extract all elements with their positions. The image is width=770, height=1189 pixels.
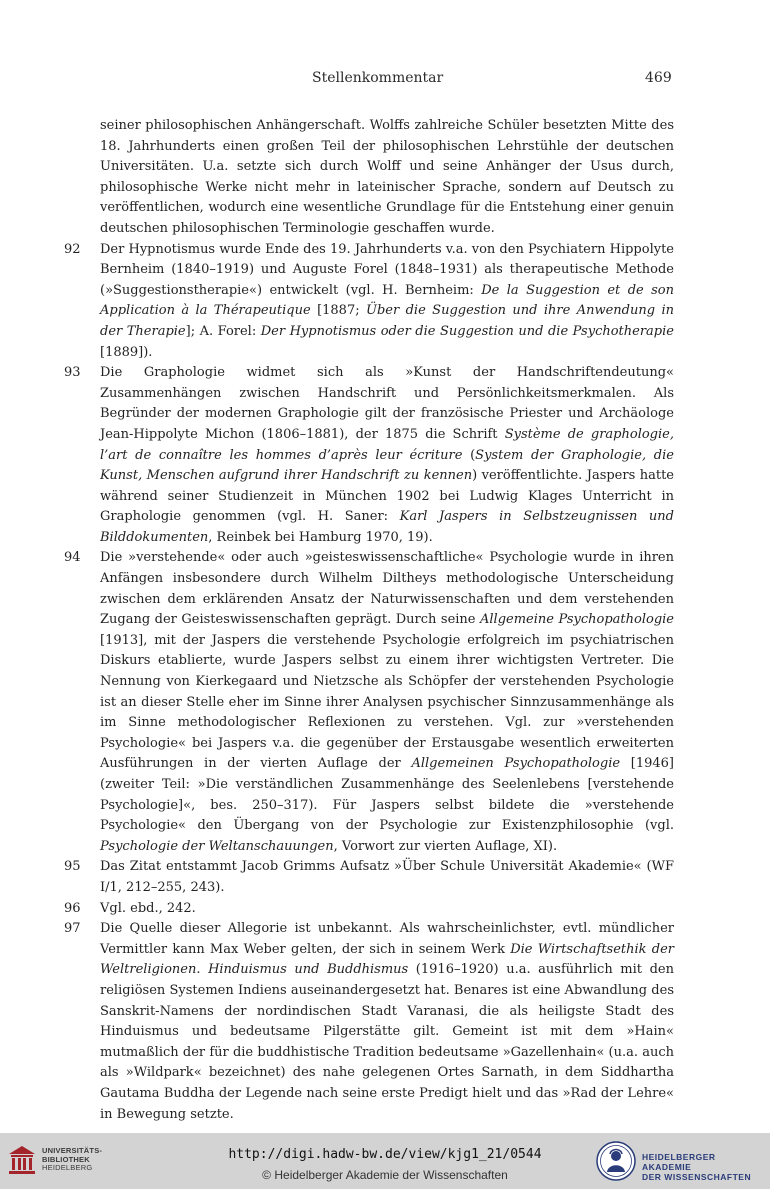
note-text	[100, 363, 674, 548]
note-text-run: [1887;	[310, 303, 367, 319]
note-number: 92	[64, 241, 81, 257]
library-name-line: HEIDELBERG	[42, 1163, 93, 1172]
note-text-run: [1889]).	[100, 344, 153, 360]
work-title: Système de graphologie, l’art de connaître les hommes d’après leur écriture	[100, 426, 674, 463]
work-title: Karl Jaspers in Selbstzeugnissen und Bilddokumenten	[100, 509, 674, 545]
note-number: 96	[64, 900, 81, 916]
academy-name-line: HEIDELBERGER AKADEMIE	[642, 1152, 716, 1172]
work-title: Psychologie der Weltanschauungen	[100, 838, 334, 854]
note-text: Das Zitat entstammt Jacob Grimms Aufsatz »Über Schule Universität Akademie« (WF I/1, 212–255, 243).	[100, 859, 674, 895]
work-title: Allgemeinen Psychopathologie	[411, 756, 621, 772]
work-title: Die Wirtschaftsethik der Weltreligionen. Hinduismus und Buddhismus	[100, 941, 674, 978]
page-header	[0, 70, 770, 94]
note-text-run: Die Quelle dieser Allegorie ist unbekannt. Als wahrscheinlichster, evtl. mündlicher Vermittler kann Max Weber gelten, der sich in seinem Werk	[100, 921, 674, 957]
note-text-run: (	[462, 447, 476, 463]
continuation-paragraph: seiner philosophischen Anhängerschaft. Wolffs zahlreiche Schüler besetzten Mitte des 18. Jahrhunderts einen großen Teil der philosophischen Lehrstühle der deutschen Universitäten. U.a. setzte sich durch Wolff und seine Anhänger der Usus durch, philosophische Werke nicht mehr in lateinischer Sprache, sondern auf Deutsch zu veröffentlichen, wodurch eine wesentliche Grundlage für die Entstehung einer genuin deutschen philosophischen Terminologie geschaffen wurde.	[100, 118, 674, 236]
note-text-run: , Reinbek bei Hamburg 1970, 19).	[208, 529, 433, 545]
note-text-run: Der Hypnotismus wurde Ende des 19. Jahrhunderts v.a. von den Psychiatern Hippolyte Bernheim (1840–1919) und Auguste Forel (1848–1931) als therapeutische Methode (»Suggestionstherapie«) entwickelt (vgl. H. Bernheim:	[100, 241, 674, 298]
note-number: 93	[64, 365, 81, 381]
note-text-run: (1916–1920) u.a. ausführlich mit den religiösen Systemen Indiens auseinandergesetzt hat. Benares ist eine Abwandlung des Sanskrit-Namens der nordindischen Stadt Varanasi, die als heiligste Stadt des Hinduismus und bedeutsame Pilgerstätte gilt. Gemeint ist mit dem »Hain« mutmaßlich der für die buddhistische Tradition bedeutsame »Gazellenhain« (u.a. auch als »Wildpark« bezeichnet) des nahe gelegenen Ortes Sarnath, in dem Siddhartha Gautama Buddha der Legende nach seine erste Predigt hielt und das »Rad der Lehre« in Bewegung setzte.	[100, 962, 674, 1122]
digitization-footer	[0, 1133, 770, 1189]
running-title: Stellenkommentar	[312, 70, 444, 86]
permalink-url[interactable]: http://digi.hadw-bw.de/view/kjg1_21/0544	[228, 1147, 542, 1162]
library-name-line: UNIVERSITÄTS-	[42, 1146, 103, 1155]
work-title: System der Graphologie, die Kunst, Menschen aufgrund ihrer Handschrift zu kennen	[100, 447, 674, 484]
note-text-run: [1946] (zweiter Teil: »Die verständlichen Zusammenhänge des Seelenlebens [verstehende Psychologie]«, bes. 250–317). Für Jaspers selbst bildete die »verstehende Psychologie« den Übergang von der Psychologie zur Existenzphilosophie (vgl.	[100, 756, 674, 834]
academy-seal-icon	[596, 1141, 636, 1181]
work-title: De la Suggestion et de son Application à la Thérapeutique	[100, 282, 675, 319]
note-text	[100, 919, 674, 1125]
page-body	[64, 116, 674, 1125]
note-95	[64, 857, 674, 898]
academy-name-line: DER WISSENSCHAFTEN	[642, 1172, 752, 1182]
copyright-notice: © Heidelberger Akademie der Wissenschaften	[262, 1168, 508, 1182]
note-number: 94	[64, 550, 81, 566]
library-name-line: BIBLIOTHEK	[42, 1154, 90, 1164]
note-96	[64, 899, 674, 920]
note-text: Vgl. ebd., 242.	[100, 900, 196, 916]
note-text-run: , Vorwort zur vierten Auflage, XI).	[333, 838, 558, 854]
work-title: Der Hypnotismus oder die Suggestion und die Psychotherapie	[260, 323, 674, 339]
note-text-run: ]; A. Forel:	[185, 323, 261, 339]
note-text-run: Die Graphologie widmet sich als »Kunst der Handschriftendeutung« Zusammenhängen zwischen Handschrift und Persönlichkeitsmerkmalen. Als Begründer der modernen Graphologie gilt der französische Priester und Archäologe Jean-Hippolyte Michon (1806–1881), der 1875 die Schrift	[100, 365, 674, 442]
academy-logo[interactable]	[596, 1141, 764, 1181]
note-number: 95	[64, 859, 81, 875]
academy-name	[642, 1152, 764, 1182]
note-97	[64, 919, 674, 1125]
page-number: 469	[645, 70, 672, 86]
note-text-run: [1913], mit der Jaspers die verstehende Psychologie erfolgreich im psychiatrischen Diskurs etablierte, wurde Jaspers selbst zu einem ihrer wichtigsten Vertreter. Die Nennung von Kierkegaard und Nietzsche als Schöpfer der verstehenden Psychologie ist an dieser Stelle eher im Sinne ihrer Analysen psychischer Sinnzusammenhänge als im Sinne methodologischer Reflexionen zu verstehen. Vgl. zur »verstehenden Psychologie« bei Jaspers v.a. die gegenüber der Erstausgabe wesentlich erweiterten Ausführungen in der vierten Auflage der	[100, 632, 674, 772]
note-text-run: ) veröffentlichte. Jaspers hatte während seiner Studienzeit in München 1902 bei Ludwig Klages Unterricht in Graphologie genommen (vgl. H. Saner:	[100, 468, 674, 525]
work-title: Allgemeine Psychopathologie	[479, 612, 674, 628]
work-title: Über die Suggestion und ihre Anwendung in der Therapie	[100, 303, 674, 339]
note-94	[64, 548, 674, 857]
note-text	[100, 240, 674, 364]
note-number: 97	[64, 921, 81, 937]
note-92	[64, 240, 675, 364]
note-93	[64, 363, 674, 548]
note-text	[100, 548, 674, 857]
note-text-run: Die »verstehende« oder auch »geisteswissenschaftliche« Psychologie wurde in ihren Anfängen insbesondere durch Wilhelm Diltheys methodologische Unterscheidung zwischen dem erklärenden Ansatz der Naturwissenschaften und dem verstehenden Zugang der Geisteswissenschaften geprägt. Durch seine	[100, 550, 674, 628]
